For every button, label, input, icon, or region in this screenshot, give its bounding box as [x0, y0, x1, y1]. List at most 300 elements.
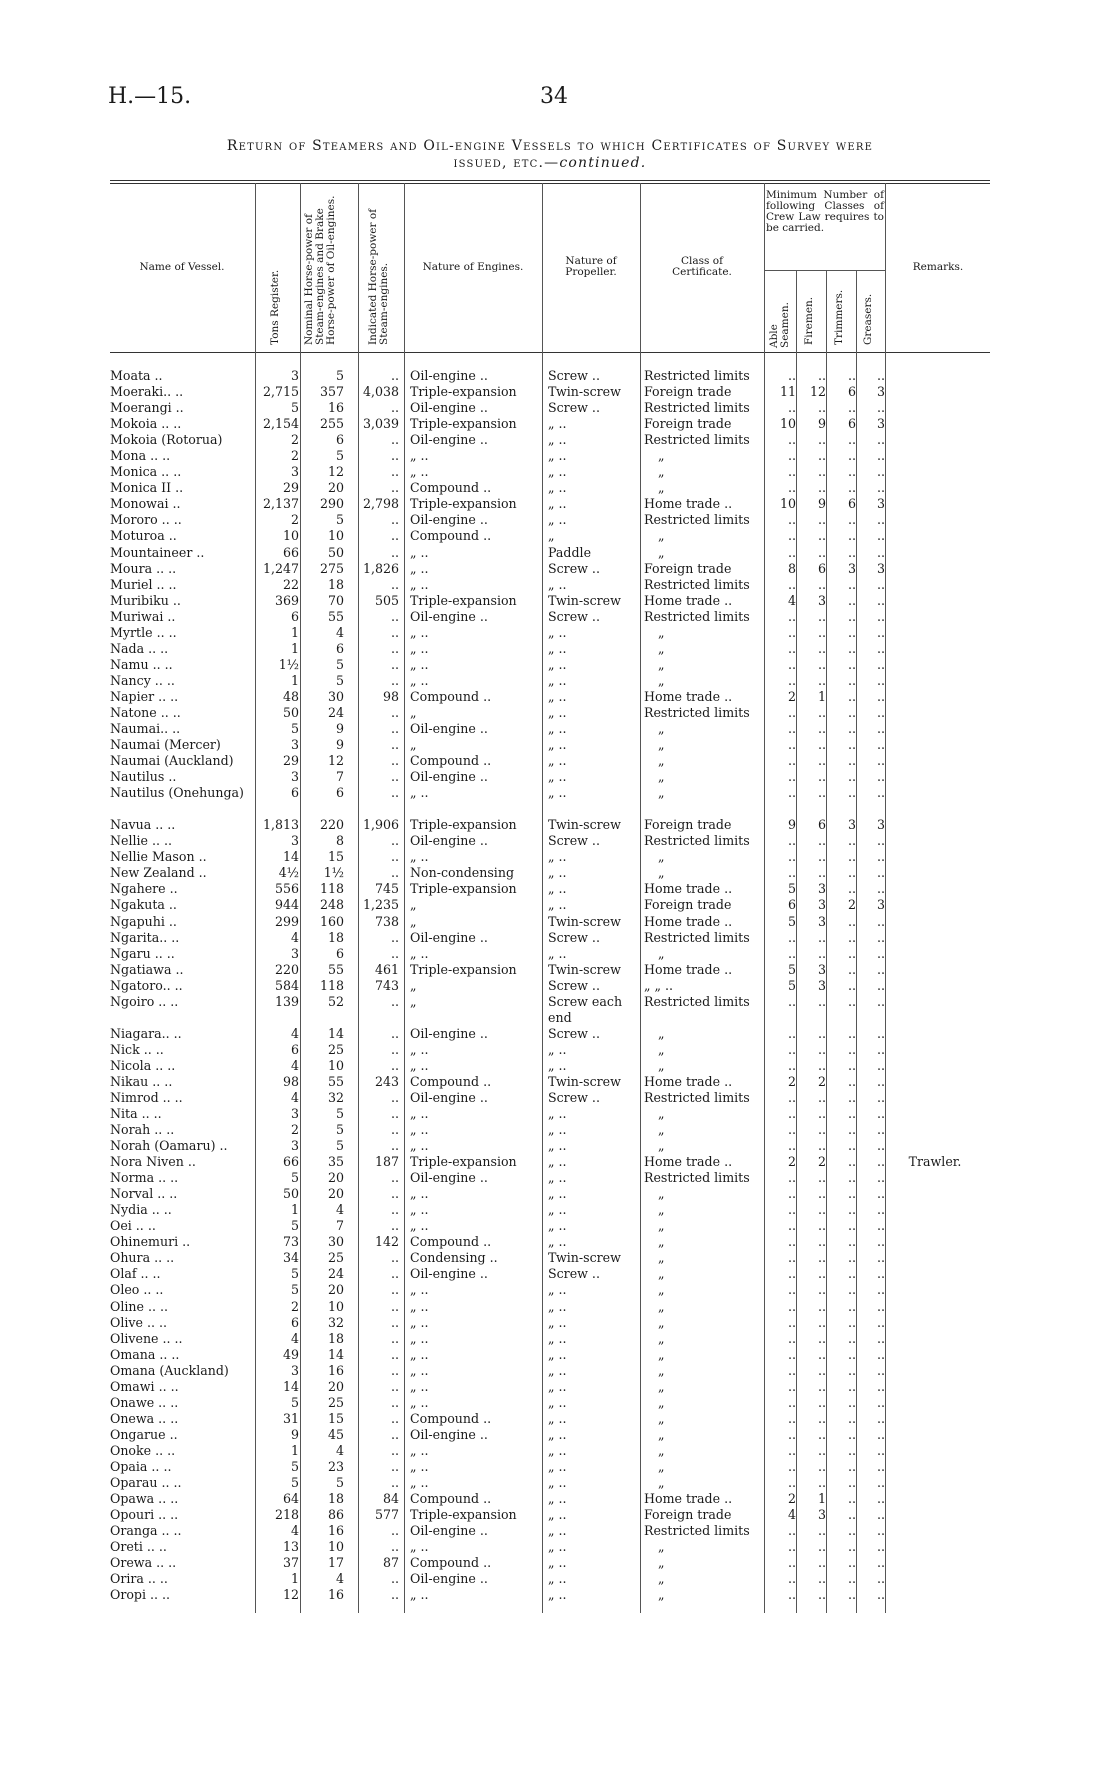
propeller-type: „ .. [548, 1410, 567, 1426]
engine-type: Triple-expansion [410, 1154, 517, 1170]
trimmers: .. [847, 448, 856, 464]
nominal-hp: 8 [335, 833, 344, 849]
table-row [0, 1202, 1114, 1218]
engine-type: „ .. [410, 1394, 429, 1410]
tons-register: 5 [290, 1394, 299, 1410]
indicated-hp: .. [390, 993, 399, 1009]
tons-register: 5 [290, 400, 299, 416]
tons-register: 2 [290, 448, 299, 464]
certificate-class: Home trade .. [644, 961, 733, 977]
indicated-hp: .. [390, 400, 399, 416]
engine-type: Oil-engine .. [410, 1025, 488, 1041]
engine-type: „ .. [410, 1442, 429, 1458]
trimmers: .. [847, 769, 856, 785]
engine-type: Oil-engine .. [410, 1089, 488, 1105]
able-seamen: 4 [787, 1507, 796, 1523]
indicated-hp: .. [390, 721, 399, 737]
certificate-class: „ [658, 1378, 665, 1394]
firemen: .. [817, 512, 826, 528]
table-row [0, 400, 1114, 416]
propeller-type: „ .. [548, 1459, 567, 1474]
trimmers: .. [847, 753, 856, 769]
trimmers: .. [847, 881, 856, 897]
engine-type: Oil-engine .. [410, 769, 488, 785]
vessel-name: Natone .. .. [110, 704, 181, 720]
greasers: .. [876, 881, 885, 897]
engine-type: Oil-engine .. [410, 432, 488, 448]
table-row [0, 962, 1114, 978]
indicated-hp: .. [390, 1186, 399, 1202]
firemen: .. [817, 1234, 826, 1250]
engine-type: Triple-expansion [410, 592, 517, 608]
engine-type: „ .. [410, 1378, 429, 1394]
greasers: .. [876, 1250, 885, 1266]
tons-register: 4 [290, 1025, 299, 1041]
engine-type: Compound .. [410, 480, 492, 496]
trimmers: .. [847, 576, 856, 592]
greasers: .. [876, 1587, 885, 1603]
trimmers: 3 [847, 817, 856, 833]
certificate-class: „ [658, 1186, 665, 1202]
tons-register: 5 [290, 1170, 299, 1186]
table-row [0, 705, 1114, 721]
nominal-hp: 1½ [323, 865, 344, 881]
indicated-hp: .. [390, 1410, 399, 1426]
certificate-class: „ [658, 1314, 665, 1330]
indicated-hp: .. [390, 704, 399, 720]
table-row [0, 1170, 1114, 1186]
greasers: .. [876, 544, 885, 560]
tons-register: 218 [274, 1507, 299, 1523]
tons-register: 220 [274, 961, 299, 977]
vessel-name: Mororo .. .. [110, 512, 182, 528]
certificate-class: „ [658, 1555, 665, 1571]
propeller-type: „ .. [548, 1507, 567, 1523]
greasers: .. [876, 1298, 885, 1314]
tons-register: 1 [290, 1571, 299, 1587]
vessel-name: Nicola .. .. [110, 1057, 176, 1073]
able-seamen: .. [787, 1587, 796, 1603]
tons-register: 66 [282, 1154, 299, 1170]
able-seamen: .. [787, 400, 796, 416]
able-seamen: .. [787, 464, 796, 480]
greasers: .. [876, 1025, 885, 1041]
vessel-name: Naumai.. .. [110, 721, 181, 737]
trimmers: .. [847, 1378, 856, 1394]
greasers: .. [876, 913, 885, 929]
certificate-class: „ [658, 1394, 665, 1410]
propeller-type: Screw .. [548, 400, 600, 416]
vessel-name: Ngahere .. [110, 881, 178, 897]
engine-type: Compound .. [410, 1073, 492, 1089]
propeller-type: „ .. [548, 464, 567, 480]
tons-register: 3 [290, 1362, 299, 1378]
certificate-class: „ [658, 1057, 665, 1073]
engine-type: „ .. [410, 1587, 429, 1603]
table-row [0, 1250, 1114, 1266]
tons-register: 5 [290, 1282, 299, 1298]
trimmers: .. [847, 1410, 856, 1426]
nominal-hp: 50 [327, 544, 344, 560]
indicated-hp: 2,798 [362, 496, 399, 512]
able-seamen: .. [787, 865, 796, 881]
firemen: .. [817, 1475, 826, 1491]
propeller-type: „ .. [548, 688, 567, 704]
propeller-type: „ .. [548, 1298, 567, 1314]
nominal-hp: 6 [335, 945, 344, 961]
certificate-class: Home trade .. [644, 1491, 733, 1507]
propeller-type: Paddle [548, 544, 592, 560]
able-seamen: 2 [787, 1491, 796, 1507]
tons-register: 5 [290, 1475, 299, 1491]
indicated-hp: 738 [374, 913, 399, 929]
firemen: 3 [817, 881, 826, 897]
indicated-hp: 98 [382, 688, 399, 704]
engine-type: „ .. [410, 1475, 429, 1491]
able-seamen: .. [787, 1346, 796, 1362]
nominal-hp: 20 [327, 1186, 344, 1202]
able-seamen: .. [787, 769, 796, 785]
greasers: .. [876, 961, 885, 977]
tons-register: 369 [274, 592, 299, 608]
table-row [0, 416, 1114, 432]
able-seamen: .. [787, 1041, 796, 1057]
trimmers: .. [847, 1587, 856, 1603]
top-rule [110, 180, 990, 181]
greasers: .. [876, 1346, 885, 1362]
trimmers: .. [847, 1186, 856, 1202]
engine-type: „ [410, 993, 417, 1009]
table-row [0, 480, 1114, 496]
table-row [0, 930, 1114, 946]
engine-type: Oil-engine .. [410, 368, 488, 383]
vessel-name: Olivene .. .. [110, 1330, 183, 1346]
engine-type: Oil-engine .. [410, 1571, 488, 1587]
vessel-name: Navua .. .. [110, 817, 176, 833]
indicated-hp: .. [390, 1314, 399, 1330]
table-row [0, 833, 1114, 849]
firemen: .. [817, 1089, 826, 1105]
certificate-class: „ [658, 1025, 665, 1041]
tons-register: 2 [290, 512, 299, 528]
nominal-hp: 55 [327, 1073, 344, 1089]
firemen: .. [817, 929, 826, 945]
indicated-hp: .. [390, 544, 399, 560]
trimmers: .. [847, 1555, 856, 1571]
engine-type: Oil-engine .. [410, 721, 488, 737]
firemen: .. [817, 432, 826, 448]
engine-type: Oil-engine .. [410, 400, 488, 416]
certificate-class: Restricted limits [644, 993, 750, 1009]
nominal-hp: 52 [327, 993, 344, 1009]
engine-type: „ .. [410, 785, 429, 801]
nominal-hp: 15 [327, 1410, 344, 1426]
nominal-hp: 24 [327, 1266, 344, 1282]
able-seamen: .. [787, 1250, 796, 1266]
trimmers: .. [847, 1362, 856, 1378]
propeller-type: „ .. [548, 512, 567, 528]
engine-type: „ .. [410, 945, 429, 961]
trimmers: .. [847, 721, 856, 737]
propeller-type: „ .. [548, 672, 567, 688]
indicated-hp: 87 [382, 1555, 399, 1571]
indicated-hp: .. [390, 1202, 399, 1218]
indicated-hp: .. [390, 576, 399, 592]
propeller-type: „ .. [548, 945, 567, 961]
indicated-hp: 142 [374, 1234, 399, 1250]
firemen: .. [817, 1330, 826, 1346]
engine-type: „ [410, 913, 417, 929]
able-seamen: 8 [787, 560, 796, 576]
nominal-hp: 25 [327, 1250, 344, 1266]
engine-type: „ .. [410, 1314, 429, 1330]
tons-register: 73 [282, 1234, 299, 1250]
tons-register: 3 [290, 368, 299, 383]
certificate-class: Restricted limits [644, 833, 750, 849]
engine-type: Compound .. [410, 753, 492, 769]
greasers: .. [876, 1234, 885, 1250]
remarks: Trawler. [908, 1154, 962, 1170]
vessel-name: Moeraki.. .. [110, 384, 184, 400]
firemen: .. [817, 1218, 826, 1234]
firemen: .. [817, 1394, 826, 1410]
engine-type: „ .. [410, 1105, 429, 1121]
table-row [0, 561, 1114, 577]
nominal-hp: 4 [335, 1202, 344, 1218]
firemen: .. [817, 400, 826, 416]
engine-type: „ .. [410, 1330, 429, 1346]
greasers: .. [876, 977, 885, 993]
able-seamen: .. [787, 544, 796, 560]
nominal-hp: 30 [327, 688, 344, 704]
nominal-hp: 12 [327, 464, 344, 480]
nominal-hp: 18 [327, 576, 344, 592]
indicated-hp: .. [390, 480, 399, 496]
table-row [0, 464, 1114, 480]
trimmers: .. [847, 1218, 856, 1234]
propeller-type: „ .. [548, 1138, 567, 1154]
vessel-name: Onewa .. .. [110, 1410, 179, 1426]
certificate-class: „ [658, 769, 665, 785]
table-row [0, 849, 1114, 865]
able-seamen: .. [787, 1218, 796, 1234]
firemen: .. [817, 753, 826, 769]
greasers: .. [876, 1362, 885, 1378]
engine-type: Oil-engine .. [410, 1266, 488, 1282]
propeller-type: „ .. [548, 1041, 567, 1057]
table-row [0, 1058, 1114, 1074]
trimmers: .. [847, 1346, 856, 1362]
firemen: .. [817, 1025, 826, 1041]
table-row [0, 577, 1114, 593]
able-seamen: 2 [787, 1073, 796, 1089]
propeller-type: Screw each end [548, 993, 623, 1025]
greasers: .. [876, 480, 885, 496]
vessel-name: Naumai (Auckland) [110, 753, 234, 769]
tons-register: 6 [290, 1314, 299, 1330]
certificate-class: „ [658, 624, 665, 640]
vessel-name: Ngaru .. .. [110, 945, 175, 961]
indicated-hp: .. [390, 753, 399, 769]
firemen: .. [817, 1426, 826, 1442]
table-row [0, 1122, 1114, 1138]
title-line-1: Return of Steamers and Oil-engine Vessels to which Certificates of Survey were [226, 138, 874, 154]
propeller-type: Screw .. [548, 929, 600, 945]
engine-type: „ .. [410, 1539, 429, 1555]
vessel-name: Nita .. .. [110, 1105, 162, 1121]
tons-register: 139 [274, 993, 299, 1009]
vessel-name: Nellie Mason .. [110, 849, 207, 865]
vessel-name: Opaia .. .. [110, 1459, 172, 1474]
nominal-hp: 55 [327, 961, 344, 977]
propeller-type: Twin-screw [548, 384, 621, 400]
engine-type: „ .. [410, 1057, 429, 1073]
engine-type: Oil-engine .. [410, 512, 488, 528]
certificate-class: „ [658, 1410, 665, 1426]
indicated-hp: .. [390, 512, 399, 528]
indicated-hp: .. [390, 464, 399, 480]
tons-register: 2 [290, 1298, 299, 1314]
able-seamen: .. [787, 432, 796, 448]
vessel-name: Mona .. .. [110, 448, 171, 464]
trimmers: .. [847, 608, 856, 624]
certificate-class: „ „ .. [644, 977, 674, 993]
indicated-hp: .. [390, 945, 399, 961]
certificate-class: „ [658, 849, 665, 865]
firemen: .. [817, 1266, 826, 1282]
firemen: .. [817, 1298, 826, 1314]
propeller-type: „ .. [548, 897, 567, 913]
nominal-hp: 86 [327, 1507, 344, 1523]
propeller-type: „ .. [548, 1587, 567, 1603]
greasers: .. [876, 1410, 885, 1426]
nominal-hp: 25 [327, 1041, 344, 1057]
firemen: .. [817, 1346, 826, 1362]
indicated-hp: .. [390, 528, 399, 544]
certificate-class: „ [658, 1138, 665, 1154]
certificate-class: Restricted limits [644, 1523, 750, 1539]
trimmers: .. [847, 400, 856, 416]
trimmers: .. [847, 945, 856, 961]
indicated-hp: .. [390, 1346, 399, 1362]
tons-register: 31 [282, 1410, 299, 1426]
able-seamen: .. [787, 1426, 796, 1442]
indicated-hp: .. [390, 833, 399, 849]
vessel-name: Mountaineer .. [110, 544, 205, 560]
able-seamen: .. [787, 1523, 796, 1539]
nominal-hp: 6 [335, 785, 344, 801]
vessel-name: Norval .. .. [110, 1186, 178, 1202]
vessel-name: Monowai .. [110, 496, 181, 512]
table-row [0, 512, 1114, 528]
col-head-trimmers: Trimmers. [833, 289, 845, 345]
nominal-hp: 255 [319, 416, 344, 432]
tons-register: 2,715 [262, 384, 299, 400]
nominal-hp: 20 [327, 1170, 344, 1186]
nominal-hp: 5 [335, 368, 344, 383]
indicated-hp: .. [390, 1025, 399, 1041]
nominal-hp: 5 [335, 448, 344, 464]
able-seamen: .. [787, 993, 796, 1009]
nominal-hp: 4 [335, 624, 344, 640]
tons-register: 50 [282, 1186, 299, 1202]
able-seamen: .. [787, 945, 796, 961]
indicated-hp: 505 [374, 592, 399, 608]
greasers: 3 [876, 817, 885, 833]
firemen: 3 [817, 961, 826, 977]
greasers: .. [876, 624, 885, 640]
greasers: .. [876, 1266, 885, 1282]
able-seamen: .. [787, 1362, 796, 1378]
able-seamen: 2 [787, 1154, 796, 1170]
trimmers: .. [847, 1539, 856, 1555]
vessel-name: Muriel .. .. [110, 576, 177, 592]
firemen: .. [817, 1138, 826, 1154]
indicated-hp: .. [390, 849, 399, 865]
certificate-class: „ [658, 544, 665, 560]
propeller-type: „ .. [548, 1378, 567, 1394]
nominal-hp: 45 [327, 1426, 344, 1442]
indicated-hp: 187 [374, 1154, 399, 1170]
greasers: 3 [876, 416, 885, 432]
vessel-name: Muriwai .. [110, 608, 176, 624]
vessel-table-body [0, 368, 1114, 1603]
engine-type: „ .. [410, 1202, 429, 1218]
table-row [0, 1266, 1114, 1282]
able-seamen: .. [787, 368, 796, 383]
crew-subheader-rule [764, 270, 885, 271]
firemen: .. [817, 1122, 826, 1138]
vessel-name: Omawi .. .. [110, 1378, 179, 1394]
vessel-name: Moata .. [110, 368, 163, 383]
table-row [0, 769, 1114, 785]
greasers: .. [876, 512, 885, 528]
certificate-class: Foreign trade [644, 560, 732, 576]
certificate-class: „ [658, 1041, 665, 1057]
able-seamen: .. [787, 1105, 796, 1121]
vessel-name: Moura .. .. [110, 560, 177, 576]
indicated-hp: 1,235 [362, 897, 399, 913]
able-seamen: .. [787, 833, 796, 849]
tons-register: 4 [290, 1523, 299, 1539]
table-row [0, 528, 1114, 544]
vessel-name: Omana .. .. [110, 1346, 180, 1362]
table-row [0, 1475, 1114, 1491]
indicated-hp: 243 [374, 1073, 399, 1089]
able-seamen: .. [787, 737, 796, 753]
propeller-type: Twin-screw [548, 592, 621, 608]
nominal-hp: 5 [335, 1138, 344, 1154]
vessel-name: Oranga .. .. [110, 1523, 182, 1539]
engine-type: „ [410, 977, 417, 993]
firemen: .. [817, 368, 826, 383]
trimmers: .. [847, 544, 856, 560]
greasers: .. [876, 1507, 885, 1523]
propeller-type: Twin-screw [548, 961, 621, 977]
engine-type: Oil-engine .. [410, 1170, 488, 1186]
certificate-class: Restricted limits [644, 512, 750, 528]
engine-type: „ .. [410, 1218, 429, 1234]
able-seamen: 10 [779, 416, 796, 432]
tons-register: 3 [290, 769, 299, 785]
tons-register: 3 [290, 833, 299, 849]
vessel-name: Nellie .. .. [110, 833, 173, 849]
table-row [0, 1186, 1114, 1202]
vessel-name: Onoke .. .. [110, 1442, 176, 1458]
able-seamen: .. [787, 1025, 796, 1041]
firemen: .. [817, 544, 826, 560]
tons-register: 1 [290, 1202, 299, 1218]
